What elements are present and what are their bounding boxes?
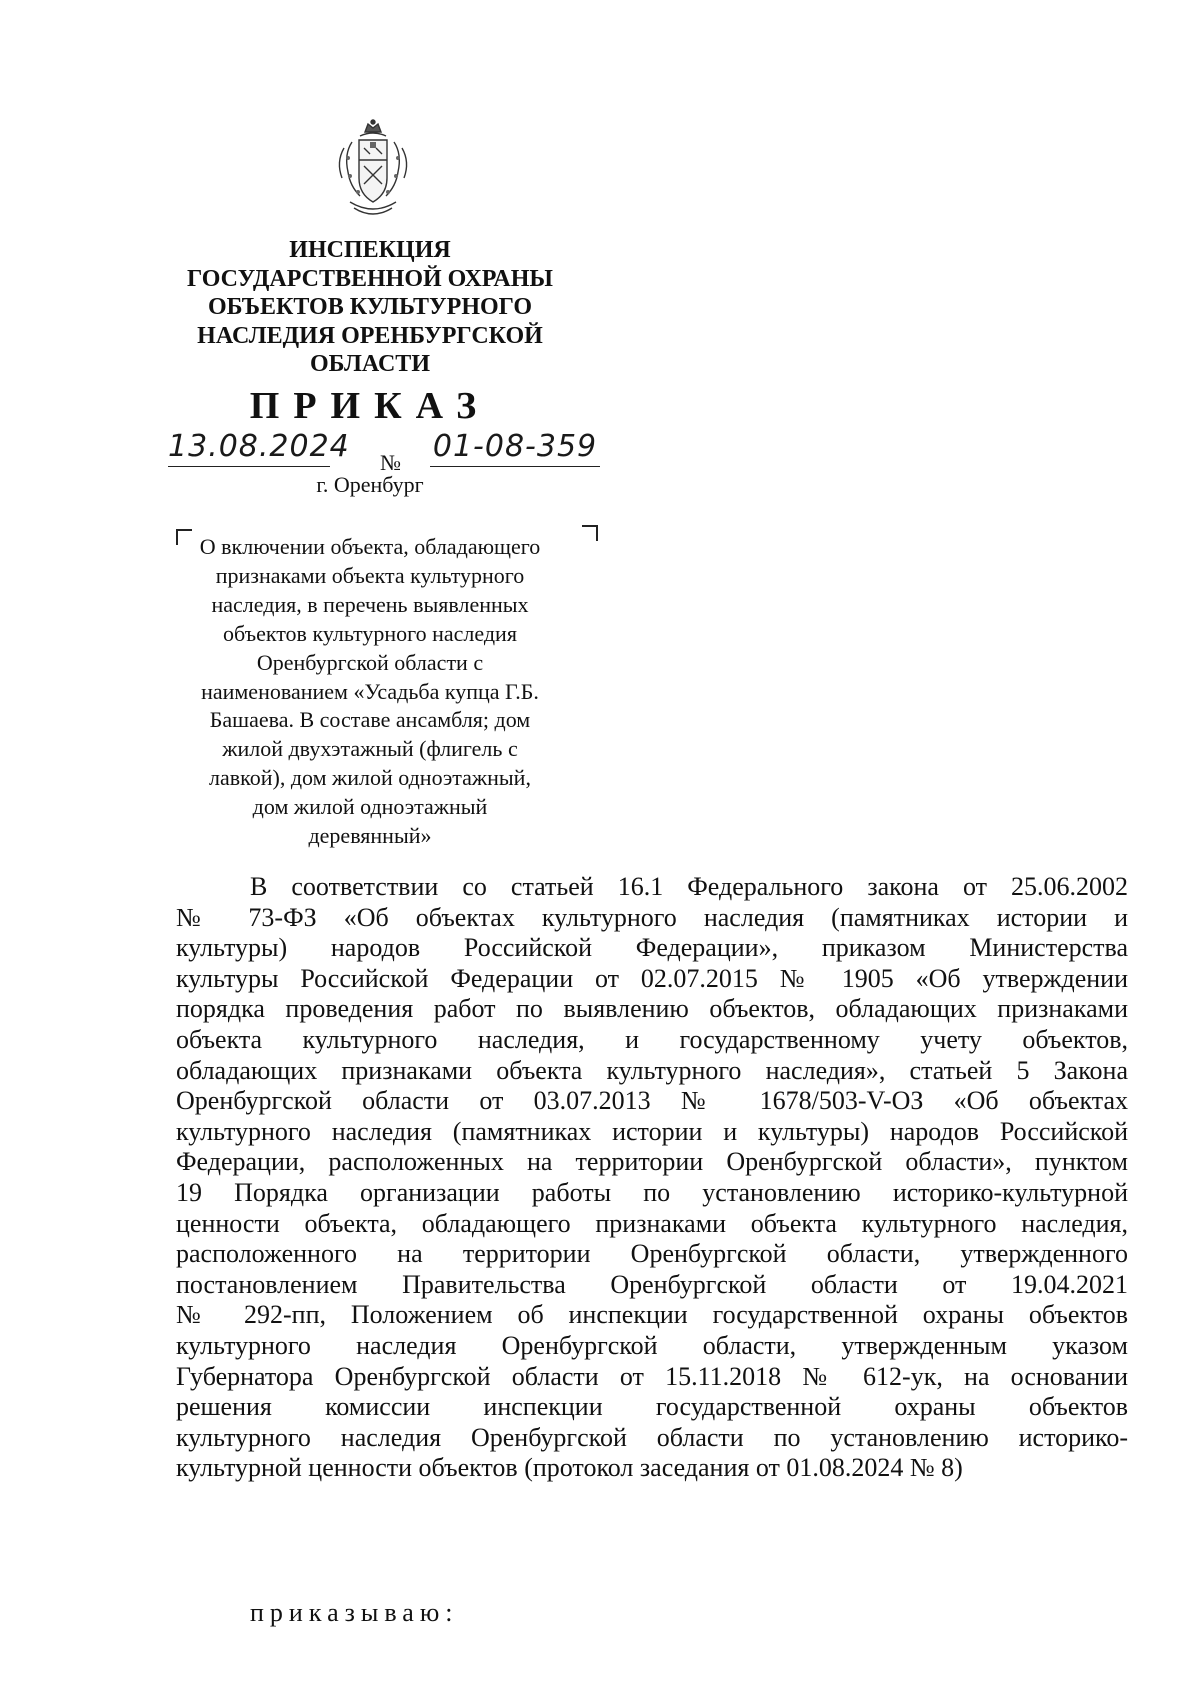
subject-line: наименованием «Усадьба купца Г.Б.: [201, 678, 539, 704]
body-line: постановлением Правительства Оренбургской области от 19.04.2021: [176, 1269, 1128, 1299]
body-line: ценности объекта, обладающего признаками объекта культурного наследия,: [176, 1208, 1128, 1238]
body-line: культурного наследия Оренбургской области, утвержденным указом: [176, 1330, 1128, 1360]
document-number: 01-08-359: [430, 426, 600, 467]
organization-line: ГОСУДАРСТВЕННОЙ ОХРАНЫ: [187, 265, 553, 292]
body-line: порядка проведения работ по выявлению объектов, обладающих признаками: [176, 994, 1128, 1024]
subject-line: О включении объекта, обладающего: [199, 534, 541, 559]
preamble-paragraph: [176, 872, 1128, 1484]
subject-line: жилой двухэтажный (флигель с: [222, 736, 518, 762]
body-line: культурного наследия Оренбургской области по установлению историко-: [176, 1422, 1128, 1452]
subject-line: деревянный»: [308, 823, 432, 849]
number-sign: №: [380, 450, 401, 475]
body-line: Губернатора Оренбургской области от 15.11.2018 № 612-ук, на основании: [176, 1361, 1128, 1391]
organization-line: ОБЛАСТИ: [310, 351, 430, 377]
body-line: культуры Российской Федерации от 02.07.2015 № 1905 «Об утверждении: [176, 963, 1128, 993]
subject-line: признаками объекта культурного: [215, 562, 525, 588]
organization-line: ОБЪЕКТОВ КУЛЬТУРНОГО: [207, 294, 533, 320]
organization-line: НАСЛЕДИЯ ОРЕНБУРГСКОЙ: [197, 322, 543, 349]
document-subject: [150, 533, 590, 851]
subject-line: наследия, в перечень выявленных: [211, 591, 529, 617]
body-line: № 73-ФЗ «Об объектах культурного наследия (памятниках истории и: [176, 902, 1128, 932]
body-line: 19 Порядка организации работы по установлению историко-культурной: [176, 1177, 1128, 1207]
subject-line: Башаева. В составе ансамбля; дом: [209, 707, 531, 733]
organization-name: [150, 236, 590, 379]
body-line: Федерации, расположенных на территории Оренбургской области», пунктом: [176, 1147, 1128, 1177]
subject-line: дом жилой одноэтажный: [252, 794, 488, 820]
organization-line: ИНСПЕКЦИЯ: [289, 237, 451, 263]
coat-of-arms-icon: [330, 118, 416, 222]
document-city: г. Оренбург: [316, 472, 424, 497]
body-line: культурной ценности объектов (протокол заседания от 01.08.2024 № 8): [176, 1453, 963, 1483]
body-line: расположенного на территории Оренбургской области, утвержденного: [176, 1239, 1128, 1269]
body-line: обладающих признаками объекта культурного наследия», статьей 5 Закона: [176, 1055, 1128, 1085]
document-type-title: ПРИКАЗ: [249, 385, 491, 427]
body-line: Оренбургской области от 03.07.2013 № 1678/503-V-ОЗ «Об объектах: [176, 1086, 1128, 1116]
body-line: решения комиссии инспекции государственной охраны объектов: [176, 1392, 1128, 1422]
body-line: культуры) народов Российской Федерации», приказом Министерства: [176, 933, 1128, 963]
body-line: № 292-пп, Положением об инспекции государственной охраны объектов: [176, 1300, 1128, 1330]
subject-line: Оренбургской области с: [256, 649, 484, 675]
body-line: культурного наследия (памятниках истории и культуры) народов Российской: [176, 1116, 1128, 1146]
subject-line: лавкой), дом жилой одноэтажный,: [209, 765, 531, 791]
document-date: 13.08.2024: [168, 426, 330, 467]
subject-line: объектов культурного наследия: [223, 620, 517, 646]
body-line: объекта культурного наследия, и государственному учету объектов,: [176, 1024, 1128, 1054]
body-line: В соответствии со статьей 16.1 Федерального закона от 25.06.2002: [250, 872, 1128, 901]
decree-word: приказываю:: [250, 1598, 459, 1627]
